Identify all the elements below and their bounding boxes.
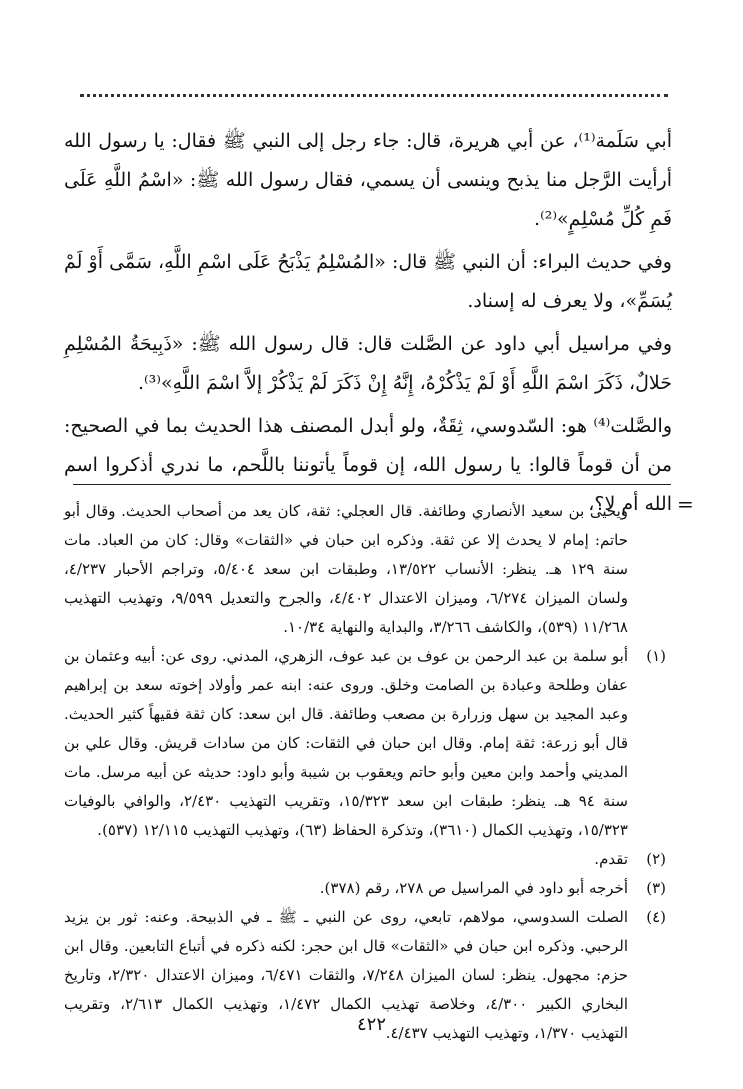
- footnote-text: أبو سلمة بن عبد الرحمن بن عوف بن عبد عوف، الزهري، المدني. روى عن: أبيه وعثمان بن عفان وطلحة وعبادة بن الصامت وخلق. وروى عنه: ابنه عمر وأولاد إخوته سعد بن إبراهيم وعبد المجيد بن سهل وزرارة بن مصعب وطائفة. قال ابن سعد: كان ثقة فقيهاً كثير الحديث. قال أبو زرعة: ثقة إمام. وقال ابن حبان في الثقات: كان من سادات قريش. وقال علي بن المديني وأحمد وابن معين وأبو حاتم ويعقوب بن شيبة وأبو داود: حديثه عن أبيه مرسل. مات سنة ٩٤ هـ. ينظر: طبقات ابن سعد ١٥/٣٢٣، وتقريب التهذيب ٢/٤٣٠، والوافي بالوفيات ١٥/٣٢٣، وتهذيب الكمال (٣٦١٠)، وتذكرة الحفاظ (٦٣)، وتهذيب التهذيب ١٢/١١٥ (٥٣٧).: [64, 647, 629, 839]
- footnote-number: (٢): [646, 850, 666, 868]
- page-number: ٤٢٢: [356, 1014, 386, 1035]
- footnote-text: أخرجه أبو داود في المراسيل ص ٢٧٨، رقم (٣٧٨).: [319, 879, 628, 897]
- footnote-continuation: ويحيى بن سعيد الأنصاري وطائفة. قال العجلي: ثقة، كان يعد من أصحاب الحديث. وقال أبو حاتم: إمام لا يحدث إلا عن ثقة. وذكره ابن حبان في «الثقات» وقال: كان من العباد. مات سنة ١٢٩ هـ. ينظر: الأنساب ١٣/٥٢٢، وطبقات ابن سعد ٥/٤٠٤، وتراجم الأحبار ٤/٢٣٧، ولسان الميزان ٦/٢٧٤، وميزان الاعتدال ٤/٤٠٢، والجرح والتعديل ٩/٥٩٩، وتهذيب التهذيب ١١/٢٦٨ (٥٣٩)، والكاشف ٣/٢٦٦، والبداية والنهاية ١٠/٣٤.: [64, 502, 629, 636]
- main-paragraph-2: وفي حديث البراء: أن النبي ﷺ قال: «المُسْلِمُ يَذْبَحُ عَلَى اسْمِ اللَّهِ، سَمَّى أَوْ لَمْ يُسَمِّ»، ولا يعرف له إسناد.: [64, 251, 672, 312]
- footnotes: [64, 497, 672, 1048]
- main-paragraph-1: أبي سَلَمة⁽¹⁾، عن أبي هريرة، قال: جاء رجل إلى النبي ﷺ فقال: يا رسول الله أرأيت الرَّجل منا يذبح وينسى أن يسمي، فقال رسول الله ﷺ: «اسْمُ اللَّهِ عَلَى فَمِ كُلِّ مُسْلِمٍ»⁽²⁾.: [64, 130, 672, 230]
- footnote-3: [64, 874, 672, 903]
- footnote-text: الصلت السدوسي، مولاهم، تابعي، روى عن النبي ـ ﷺ ـ في الذبيحة. وعنه: ثور بن يزيد الرحبي. وذكره ابن حبان في «الثقات» قال ابن حجر: لكنه ذكره في أتباع التابعين. وقال ابن حزم: مجهول. ينظر: لسان الميزان ٧/٢٤٨، والثقات ٦/٤٧١، وميزان الاعتدال ٢/٣٢٠، وتاريخ البخاري الكبير ٤/٣٠٠، وخلاصة تهذيب الكمال ١/٤٧٢، وتهذيب الكمال ٢/٦١٣، وتقريب التهذيب ١/٣٧٠، وتهذيب التهذيب ٤/٤٣٧.: [64, 908, 629, 1042]
- footnote-2: [64, 845, 672, 874]
- main-text: [64, 122, 672, 528]
- footnote-1: [64, 642, 672, 845]
- footnote-number: (٤): [646, 908, 666, 926]
- footnote-number: (٣): [646, 879, 666, 897]
- main-paragraph-4: والصَّلت⁽⁴⁾ هو: السّدوسي، ثِقَةٌ، ولو أبدل المصنف هذا الحديث بما في الصحيح: من أن قوماً قالوا: يا رسول الله، إن قوماً يأتوننا باللَّحم، ما ندري أذكروا اسم الله أم لا؟،: [64, 415, 672, 515]
- continuation-mark: =: [677, 492, 694, 516]
- footnote-separator: [73, 484, 671, 485]
- footnote-number: (١): [646, 647, 666, 665]
- main-paragraph-3: وفي مراسيل أبي داود عن الصَّلت قال: قال رسول الله ﷺ: «ذَبِيحَةُ المُسْلِمِ حَلالٌ، ذَكَرَ اسْمَ اللَّهِ أَوْ لَمْ يَذْكُرْهُ، إِنَّهُ إِنْ ذَكَرَ لَمْ يَذْكُرْ إلاَّ اسْمَ اللَّهِ»⁽³⁾.: [64, 333, 672, 394]
- top-dotted-rule: [80, 94, 668, 97]
- footnote-text: تقدم.: [594, 850, 628, 868]
